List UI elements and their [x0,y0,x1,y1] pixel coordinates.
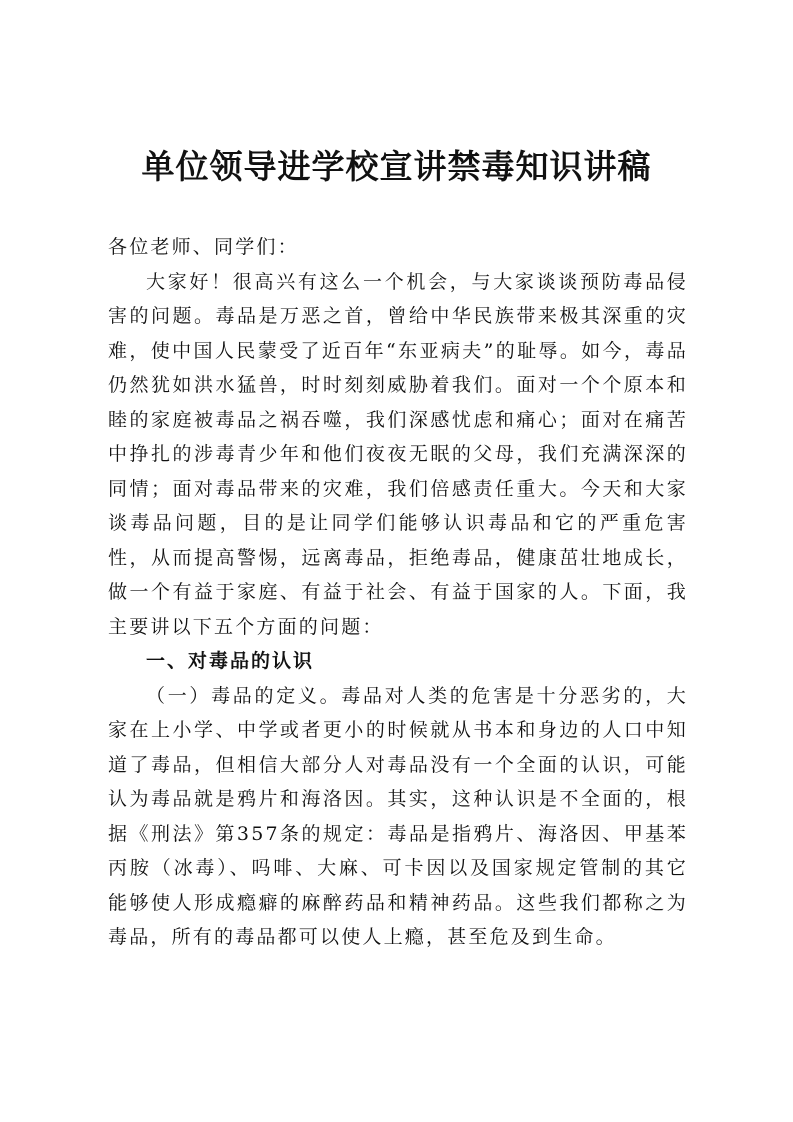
page-title: 单位领导进学校宣讲禁毒知识讲稿 [141,147,652,186]
paragraph-intro: 大家好！很高兴有这么一个机会，与大家谈谈预防毒品侵害的问题。毒品是万恶之首，曾给中华民族带来极其深重的灾难，使中国人民蒙受了近百年“东亚病夫”的耻辱。如今，毒品仍然犹如洪水猛兽，时时刻刻威胁着我们。面对一个个原本和睦的家庭被毒品之祸吞噬，我们深感忧虑和痛心；面对在痛苦中挣扎的涉毒青少年和他们夜夜无眠的父母，我们充满深深的同情；面对毒品带来的灾难，我们倍感责任重大。今天和大家谈毒品问题，目的是让同学们能够认识毒品和它的严重危害性，从而提高警惕，远离毒品，拒绝毒品，健康茁壮地成长，做一个有益于家庭、有益于社会、有益于国家的人。下面，我主要讲以下五个方面的问题： [108,270,688,638]
paragraph-definition: （一）毒品的定义。毒品对人类的危害是十分恶劣的，大家在上小学、中学或者更小的时候就从书本和身边的人口中知道了毒品，但相信大部分人对毒品没有一个全面的认识，可能认为毒品就是鸦片和海洛因。其实，这种认识是不全面的，根据《刑法》第357条的规定：毒品是指鸦片、海洛因、甲基苯丙胺（冰毒）、吗啡、大麻、可卡因以及国家规定管制的其它能够使人形成瘾癖的麻醉药品和精神药品。这些我们都称之为毒品，所有的毒品都可以使人上瘾，甚至危及到生命。 [108,684,688,948]
salutation: 各位老师、同学们： [108,236,299,258]
section-heading: 一、对毒品的认识 [146,650,315,672]
document-body [108,230,688,955]
